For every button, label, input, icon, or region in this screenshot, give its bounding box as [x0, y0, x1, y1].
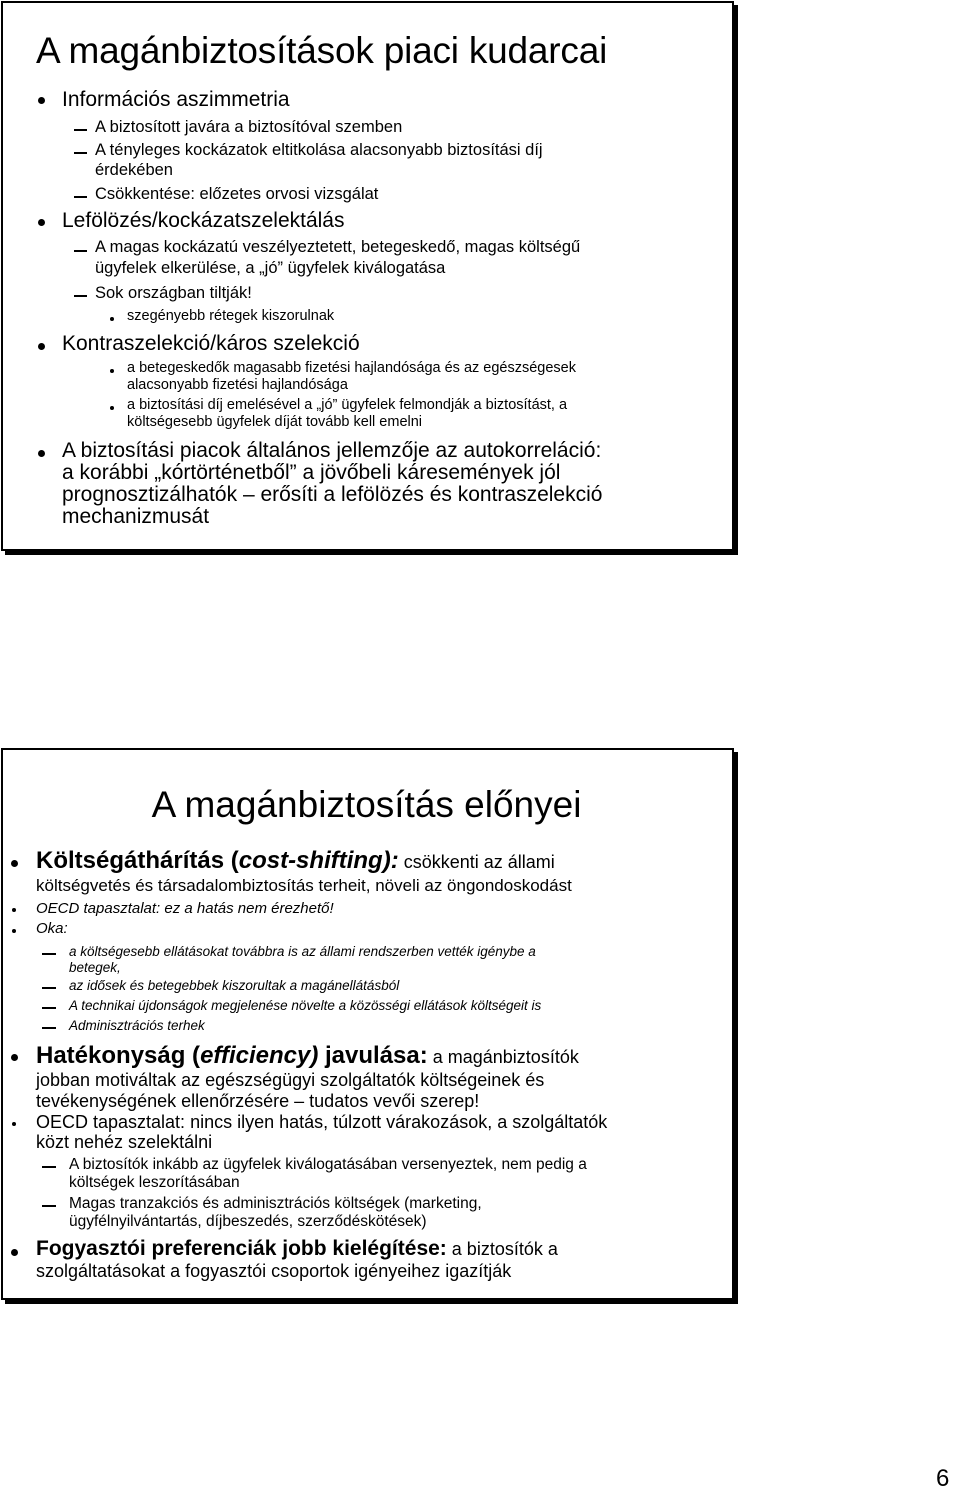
- bullet-cont: prognosztizálhatók – erősíti a lefölözés és kontraszelekció: [62, 483, 603, 506]
- cost-shifting-term: cost-shifting):: [238, 847, 399, 874]
- efficiency-desc: a magánbiztosítók: [427, 1047, 579, 1067]
- bullet-dot: [38, 343, 45, 350]
- bullet-dot-small: [110, 406, 114, 410]
- sub-sub-item: szegényebb rétegek kiszorulnak: [127, 308, 335, 324]
- dash-marker: [42, 1166, 56, 1168]
- dash-marker: [74, 129, 87, 131]
- dash-marker: [42, 987, 56, 989]
- bullet-dot: [38, 97, 45, 104]
- sub-item: Sok országban tiltják!: [95, 284, 252, 302]
- bullet-cont: közt nehéz szelektálni: [36, 1132, 213, 1152]
- bullet-adverse-selection: Kontraszelekció/káros szelekció: [62, 332, 360, 355]
- sub-item-cont: ügyfelek elkerülése, a „jó” ügyfelek kiválogatása: [95, 259, 446, 277]
- bullet-efficiency: [36, 1043, 579, 1069]
- consumer-preferences-label: Fogyasztói preferenciák jobb kielégítése:: [36, 1237, 447, 1260]
- dash-marker: [42, 1027, 56, 1029]
- bullet-dot-small: [12, 908, 16, 912]
- bullet-dot-small: [110, 317, 114, 321]
- sub-item-cont: érdekében: [95, 161, 173, 179]
- consumer-preferences-desc: a biztosítók a: [446, 1239, 558, 1259]
- reason-item-cont: betegek,: [69, 960, 121, 975]
- bullet-dot: [11, 860, 18, 867]
- sub-item: A magas kockázatú veszélyeztetett, betegeskedő, magas költségű: [95, 238, 581, 256]
- bullet-cont: jobban motiváltak az egészségügyi szolgáltatók költségeinek és: [36, 1070, 545, 1090]
- efficiency-label: Hatékonyság (: [36, 1042, 201, 1069]
- bullet-cost-shifting: [36, 848, 555, 874]
- sub-sub-item: a biztosítási díj emelésével a „jó” ügyfelek felmondják a biztosítást, a: [127, 397, 568, 413]
- efficiency-sub: A biztosítók inkább az ügyfelek kiválogatásában versenyeztek, nem pedig a: [69, 1156, 587, 1173]
- dash-marker: [42, 1007, 56, 1009]
- bullet-reason: Oka:: [36, 920, 68, 937]
- bullet-dot-small: [12, 929, 16, 933]
- bullet-cont: tevékenységének ellenőrzésére – tudatos vevői szerep!: [36, 1091, 480, 1111]
- dash-marker: [74, 152, 87, 154]
- dash-marker: [74, 196, 87, 198]
- efficiency-term: efficiency): [200, 1042, 319, 1069]
- cost-shifting-desc: csökkenti az állami: [398, 852, 555, 872]
- bullet-dot: [11, 1249, 18, 1256]
- sub-item: A tényleges kockázatok eltitkolása alacsonyabb biztosítási díj: [95, 141, 543, 159]
- reason-item: az idősek és betegebbek kiszorultak a magánellátásból: [69, 978, 400, 993]
- slide-1-title: A magánbiztosítások piaci kudarcai: [36, 30, 608, 71]
- sub-item: Csökkentése: előzetes orvosi vizsgálat: [95, 185, 379, 203]
- bullet-dot-small: [12, 1122, 16, 1126]
- bullet-cont: mechanizmusát: [62, 505, 210, 528]
- dash-marker: [42, 1205, 56, 1207]
- bullet-information-asymmetry: Információs aszimmetria: [62, 88, 290, 111]
- bullet-autocorrelation: A biztosítási piacok általános jellemzője az autokorreláció:: [62, 439, 602, 462]
- sub-sub-item-cont: költségesebb ügyfelek díját tovább kell emelni: [127, 414, 423, 430]
- sub-sub-item: a betegeskedők magasabb fizetési hajlandósága és az egészségesek: [127, 360, 576, 376]
- bullet-consumer-preferences: [36, 1238, 558, 1261]
- bullet-cont: költségvetés és társadalombiztosítás terheit, növeli az öngondoskodást: [36, 876, 572, 895]
- dash-marker: [74, 250, 87, 252]
- efficiency-sub-cont: ügyfélnyilvántartás, díjbeszedés, szerződéskötések): [69, 1213, 427, 1230]
- sub-item: A biztosított javára a biztosítóval szemben: [95, 118, 403, 136]
- efficiency-sub: Magas tranzakciós és adminisztrációs költségek (marketing,: [69, 1195, 482, 1212]
- bullet-cont: a korábbi „kórtörténetből” a jövőbeli káresemények jól: [62, 461, 561, 484]
- reason-item: A technikai újdonságok megjelenése növelte a közösségi ellátások költségeit is: [69, 998, 542, 1013]
- bullet-oecd-efficiency: OECD tapasztalat: nincs ilyen hatás, túlzott várakozások, a szolgáltatók: [36, 1112, 608, 1132]
- efficiency-sub-cont: költségek leszorításában: [69, 1174, 240, 1191]
- bullet-oecd-note: OECD tapasztalat: ez a hatás nem érezhető!: [36, 900, 334, 917]
- bullet-dot: [38, 219, 45, 226]
- dash-marker: [42, 953, 56, 955]
- bullet-cont: szolgáltatásokat a fogyasztói csoportok igényeihez igazítják: [36, 1261, 512, 1281]
- efficiency-label-b: javulása:: [318, 1042, 428, 1069]
- bullet-cream-skimming: Lefölözés/kockázatszelektálás: [62, 209, 345, 232]
- sub-sub-item-cont: alacsonyabb fizetési hajlandósága: [127, 377, 348, 393]
- dash-marker: [74, 295, 87, 297]
- bullet-dot: [38, 450, 45, 457]
- reason-item: a költségesebb ellátásokat továbbra is az állami rendszerben vették igénybe a: [69, 944, 536, 959]
- bullet-dot-small: [110, 369, 114, 373]
- reason-item: Adminisztrációs terhek: [69, 1018, 205, 1033]
- cost-shifting-label: Költségáthárítás (: [36, 847, 239, 874]
- slide-2-title: A magánbiztosítás előnyei: [151, 784, 582, 825]
- page-number: 6: [936, 1465, 950, 1492]
- bullet-dot: [11, 1054, 18, 1061]
